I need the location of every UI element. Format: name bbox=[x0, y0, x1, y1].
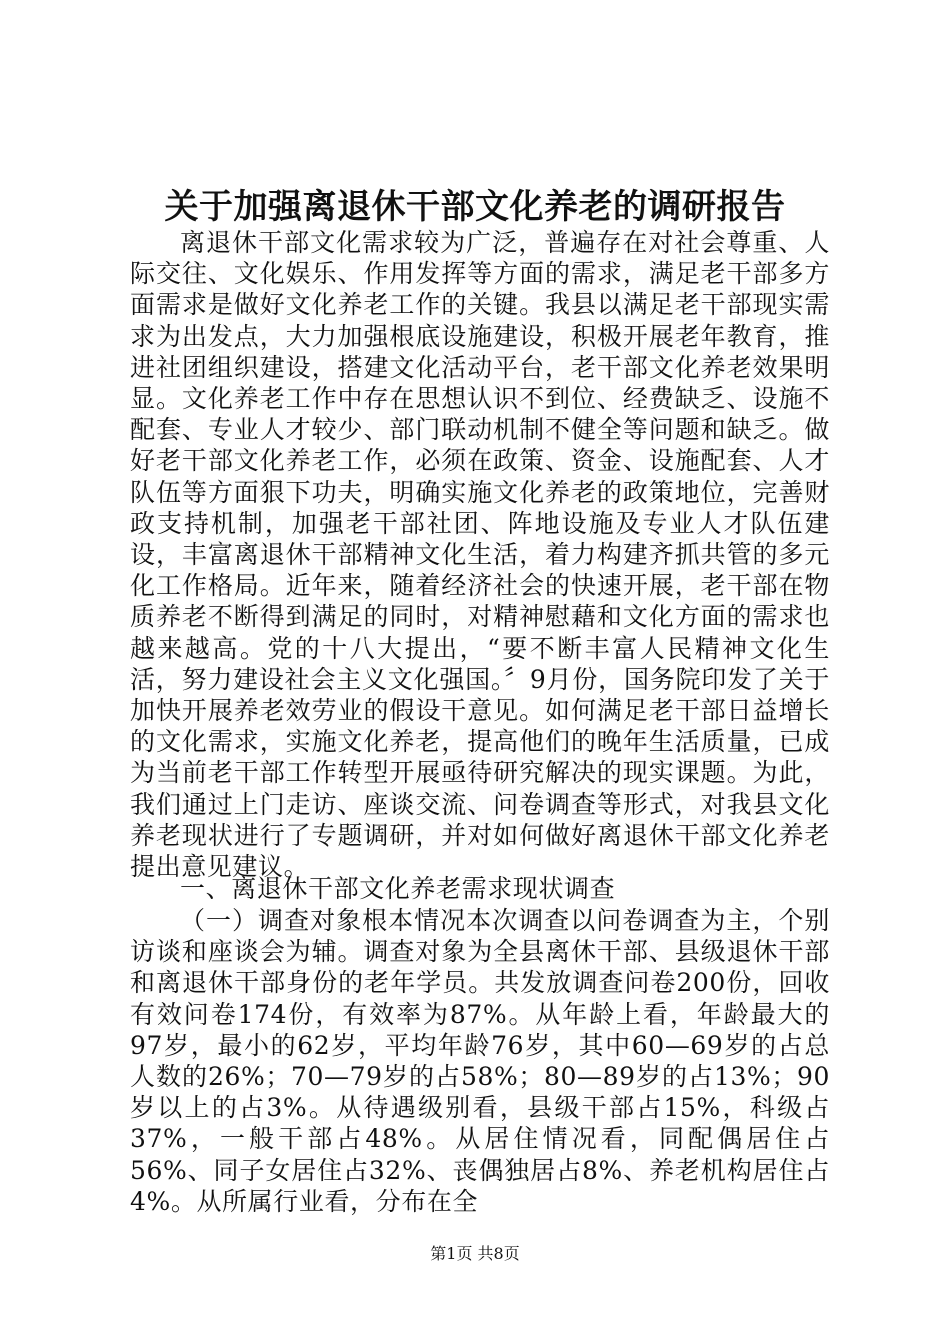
survey-paragraph: （一）调查对象根本情况本次调查以问卷调查为主，个别访谈和座谈会为辅。调查对象为全县离休干部、县级退休干部和离退休干部身份的老年学员。共发放调查问卷200份，回收有效问卷174份，有效率为87%。从年龄上看，年龄最大的97岁，最小的62岁，平均年龄76岁，其中60—69岁的占总人数的26%；70—79岁的占58%；80—89岁的占13%；90岁以上的占3%。从待遇级别看，县级干部占15%，科级占37%，一般干部占48%。从居住情况看，同配偶居住占56%、同子女居住占32%、丧偶独居占8%、养老机构居住占4%。从所属行业看，分布在全 bbox=[130, 906, 830, 1216]
intro-paragraph: 离退休干部文化需求较为广泛，普遍存在对社会尊重、人际交往、文化娱乐、作用发挥等方面的需求，满足老干部多方面需求是做好文化养老工作的关键。我县以满足老干部现实需求为出发点，大力加强根底设施建设，积极开展老年教育，推进社团组织建设，搭建文化活动平台，老干部文化养老效果明显。文化养老工作中存在思想认识不到位、经费缺乏、设施不配套、专业人才较少、部门联动机制不健全等问题和缺乏。做好老干部文化养老工作，必须在政策、资金、设施配套、人才队伍等方面狠下功夫，明确实施文化养老的政策地位，完善财政支持机制，加强老干部社团、阵地设施及专业人才队伍建设，丰富离退休干部精神文化生活，着力构建齐抓共管的多元化工作格局。近年来，随着经济社会的快速开展，老干部在物质养老不断得到满足的同时，对精神慰藉和文化方面的需求也越来越高。党的十八大提出，“要不断丰富人民精神文化生活，努力建设社会主义文化强国。〞9月份，国务院印发了关于加快开展养老效劳业的假设干意见。如何满足老干部日益增长的文化需求，实施文化养老，提高他们的晚年生活质量，已成为当前老干部工作转型开展亟待研究解决的现实课题。为此，我们通过上门走访、座谈交流、问卷调查等形式，对我县文化养老现状进行了专题调研，并对如何做好离退休干部文化养老提出意见建议。 bbox=[130, 228, 830, 882]
document-title: 关于加强离退休干部文化养老的调研报告 bbox=[164, 187, 786, 227]
page-footer: 第1页 共8页 bbox=[430, 1244, 520, 1263]
section-heading: 一、离退休干部文化养老需求现状调查 bbox=[180, 874, 616, 903]
